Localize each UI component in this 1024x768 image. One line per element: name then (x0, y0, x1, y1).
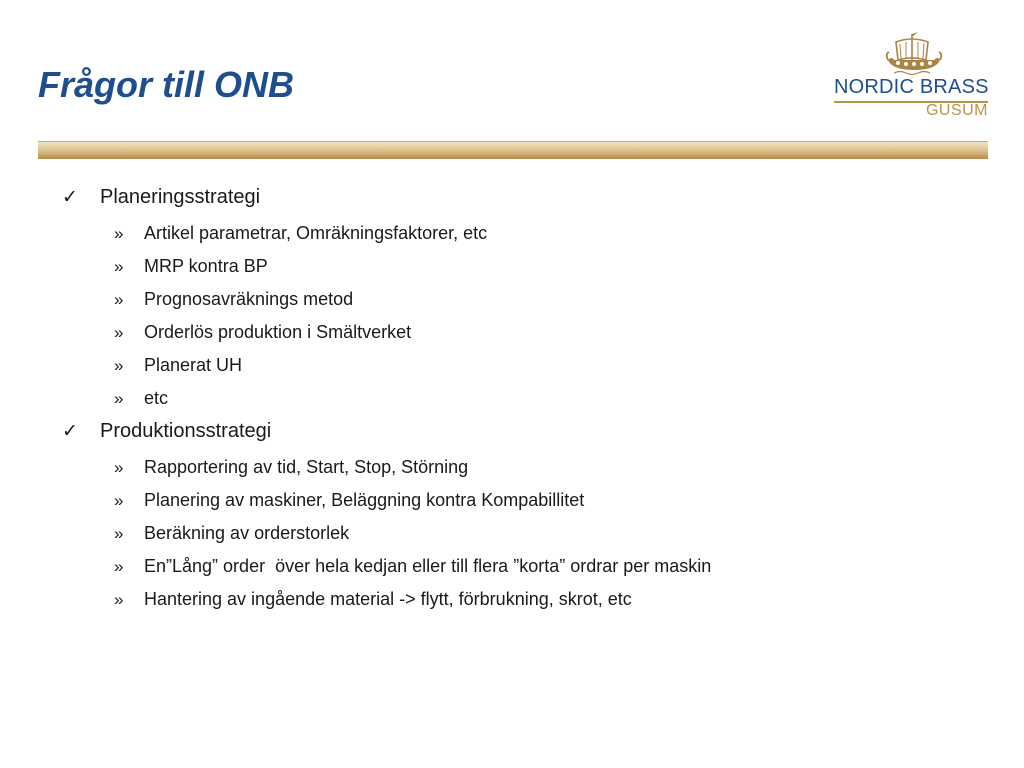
double-chevron-icon: » (114, 356, 124, 375)
header-divider (38, 142, 988, 159)
logo-subtitle: GUSUM (925, 102, 988, 119)
bullet-text: Planerat UH (144, 355, 243, 375)
double-chevron-icon: » (114, 458, 124, 477)
double-chevron-icon: » (114, 257, 124, 276)
double-chevron-icon: » (114, 590, 124, 609)
company-logo (832, 30, 992, 122)
bullet-heading: Planeringsstrategi (100, 186, 261, 208)
bullet-text: Planering av maskiner, Beläggning kontra Kompabillitet (144, 490, 585, 510)
double-chevron-icon: » (114, 224, 124, 243)
bullet-text: Artikel parametrar, Omräkningsfaktorer, etc (144, 223, 488, 243)
checkmark-icon: ✓ (62, 420, 78, 442)
double-chevron-icon: » (114, 524, 124, 543)
bullet-text: Hantering av ingående material -> flytt, förbrukning, skrot, etc (144, 589, 632, 609)
bullet-heading: Produktionsstrategi (100, 420, 272, 442)
bullet-text: MRP kontra BP (144, 256, 268, 276)
double-chevron-icon: » (114, 290, 124, 309)
bullet-text: Prognosavräknings metod (144, 289, 354, 309)
double-chevron-icon: » (114, 389, 124, 408)
slide-title: Frågor till ONB (38, 64, 295, 105)
bullet-text: Orderlös produktion i Smältverket (144, 322, 412, 342)
double-chevron-icon: » (114, 557, 124, 576)
logo-wordmark: NORDIC BRASS (834, 76, 989, 98)
double-chevron-icon: » (114, 323, 124, 342)
bullet-text: Beräkning av orderstorlek (144, 523, 350, 543)
bullet-text: etc (144, 388, 169, 408)
bullet-text: Rapportering av tid, Start, Stop, Störning (144, 457, 469, 477)
double-chevron-icon: » (114, 491, 124, 510)
viking-ship-icon (884, 30, 944, 76)
checkmark-icon: ✓ (62, 186, 78, 208)
bullet-text: En”Lång” order över hela kedjan eller till flera ”korta” ordrar per maskin (144, 556, 712, 576)
